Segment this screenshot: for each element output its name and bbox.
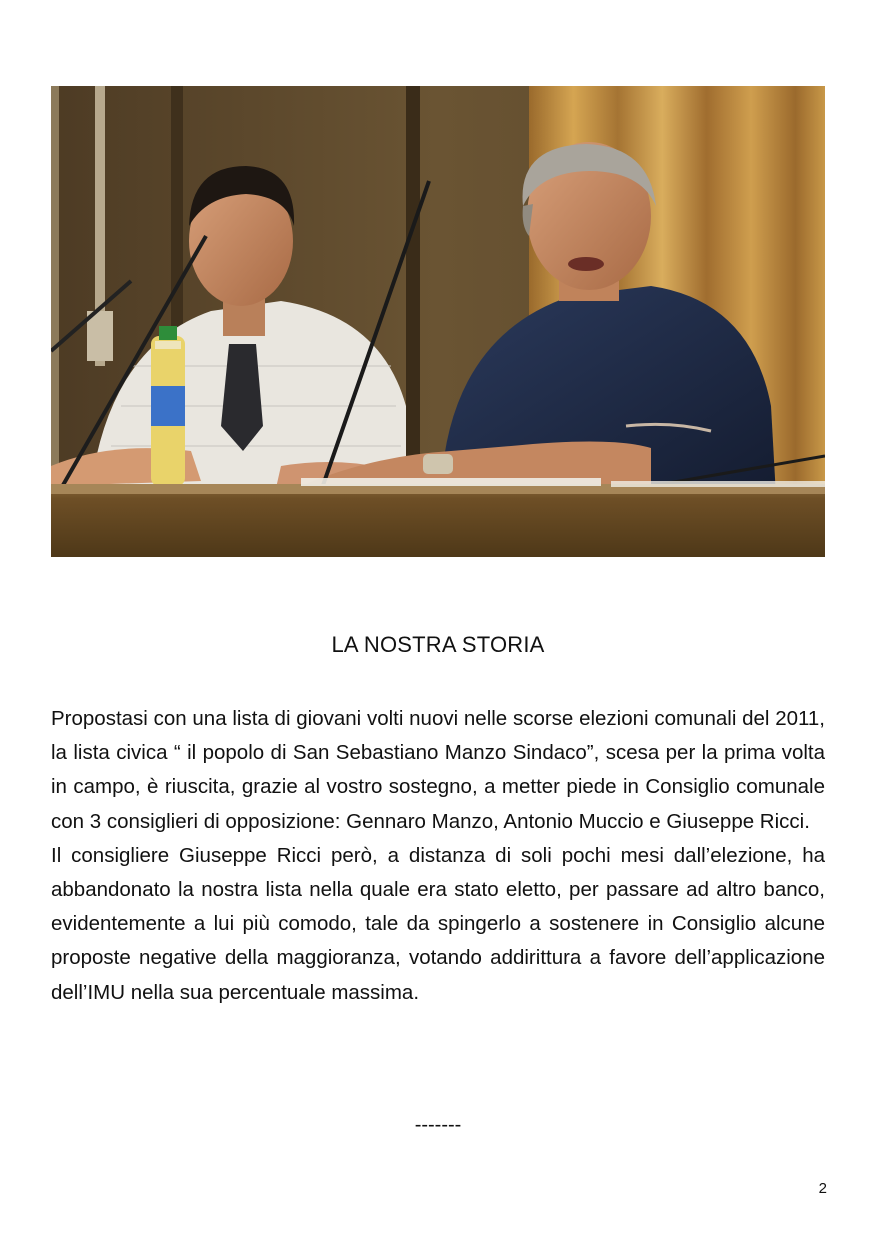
page-title: LA NOSTRA STORIA [331, 632, 545, 657]
section-separator: ------- [414, 1114, 462, 1136]
story-paragraph-2: Il consigliere Giuseppe Ricci però, a distanza di soli pochi mesi dall’elezione, ha abbandonato la nostra lista nella quale era stato eletto, per passare ad altro banco, evidentemente a lui più comodo, tale da spingerlo a sostenere in Consiglio alcune proposte negative della maggioranza, votando addirittura a favore dell’applicazione dell’IMU nella sua percentuale massima. [51, 843, 825, 1004]
story-body [51, 702, 825, 1010]
story-paragraph-1: Propostasi con una lista di giovani volti nuovi nelle scorse elezioni comunali del 2011, la lista civica “ il popolo di San Sebastiano Manzo Sindaco”, scesa per la prima volta in campo, è riuscita, grazie al vostro sostegno, a metter piede in Consiglio comunale con 3 consiglieri di opposizione: Gennaro Manzo, Antonio Muccio e Giuseppe Ricci. [51, 707, 825, 833]
council-photo-illustration [51, 86, 825, 557]
council-photo [51, 86, 825, 557]
page-number: 2 [818, 1180, 827, 1197]
